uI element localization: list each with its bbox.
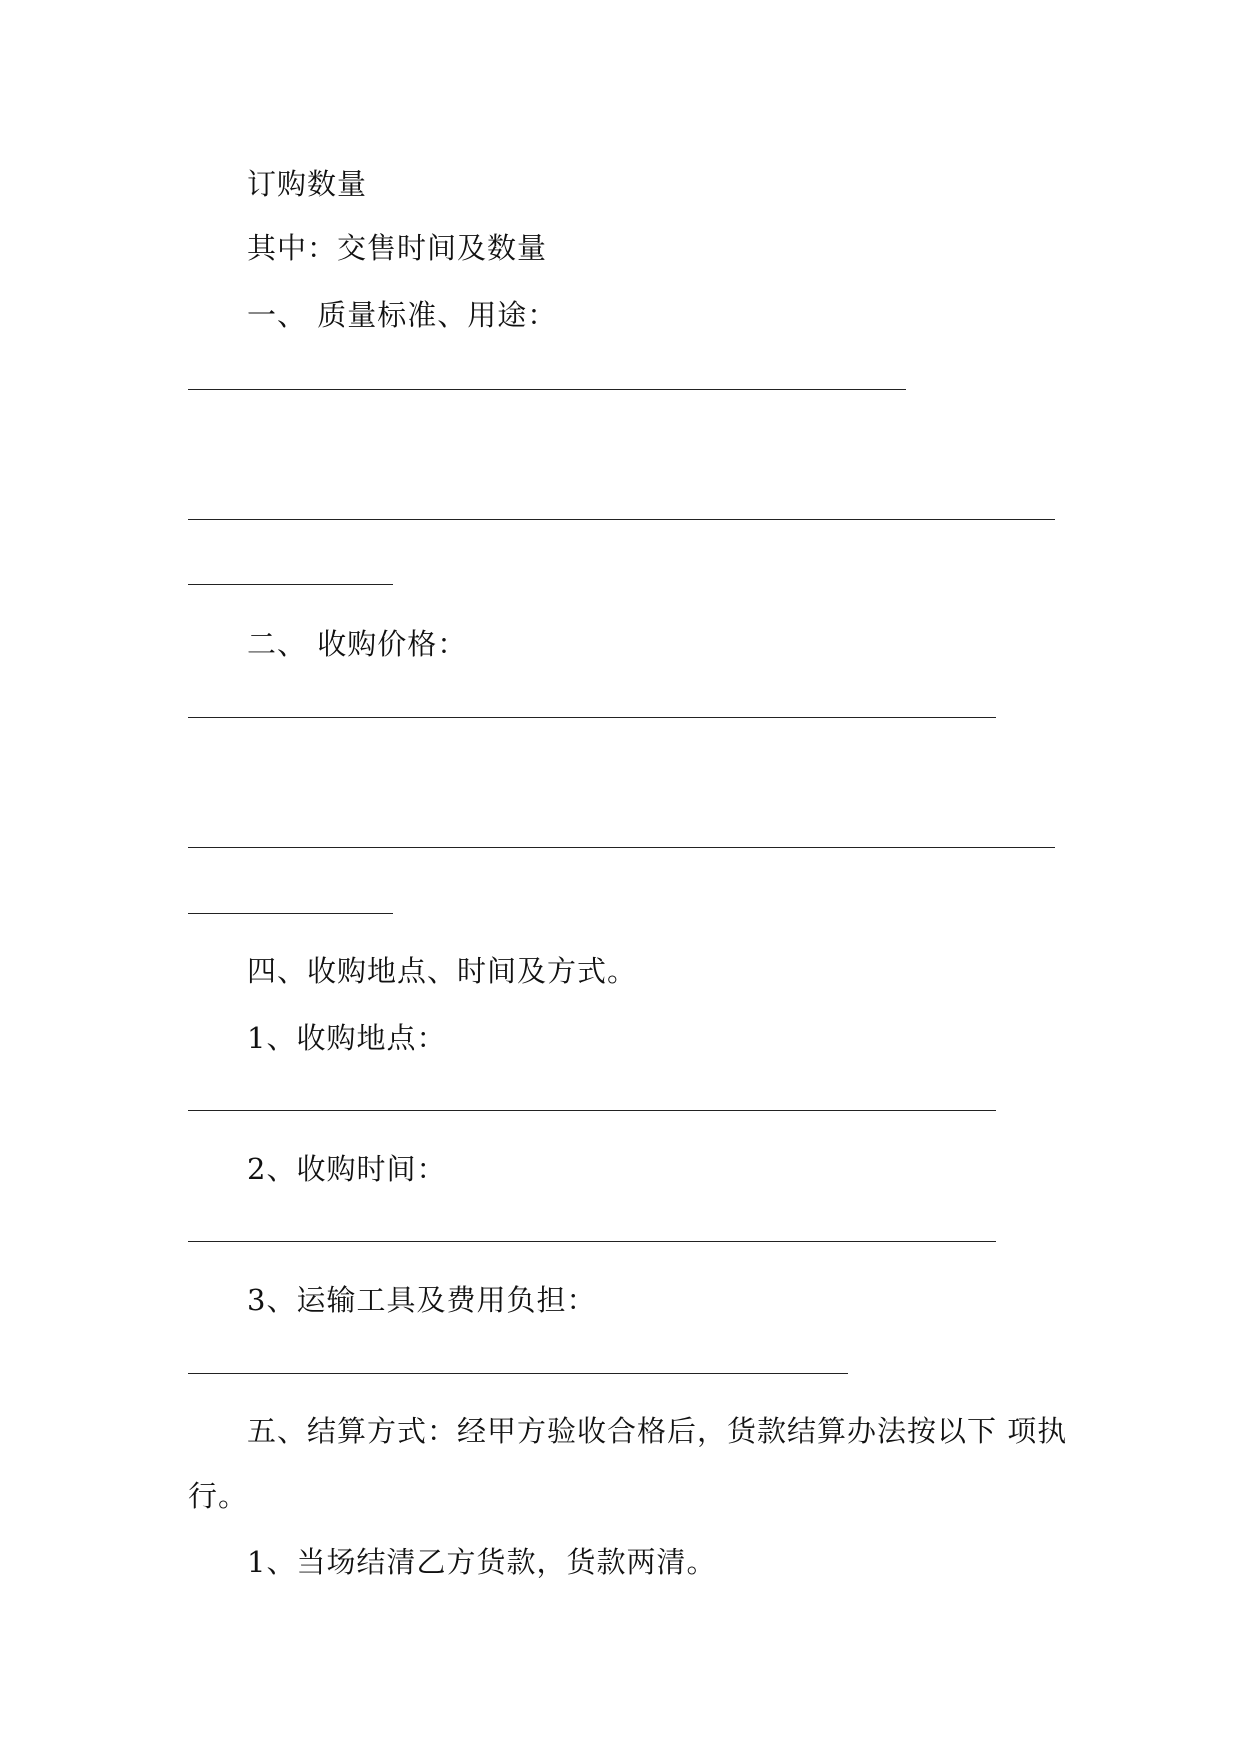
fill-in-blank-line <box>188 847 1055 848</box>
fill-in-blank-line <box>188 519 1055 520</box>
section-5-text-line-2: 行。 <box>188 1479 249 1513</box>
section-1-heading: 一、 质量标准、用途： <box>247 298 558 332</box>
section-4-heading: 四、收购地点、时间及方式。 <box>247 954 638 988</box>
item-4-2-text: 2、收购时间： <box>247 1152 447 1186</box>
fill-in-blank-line <box>188 1110 996 1111</box>
fill-in-blank-line <box>188 584 393 585</box>
sale-time-quantity-text: 其中：交售时间及数量 <box>247 231 548 265</box>
fill-in-blank-line <box>188 913 393 914</box>
item-5-1-text: 1、当场结清乙方货款，货款两清。 <box>247 1545 717 1579</box>
fill-in-blank-line <box>188 717 996 718</box>
fill-in-blank-line <box>188 1241 996 1242</box>
item-4-1-text: 1、收购地点： <box>247 1021 447 1055</box>
fill-in-blank-line <box>188 1373 848 1374</box>
fill-in-blank-line <box>188 389 906 390</box>
item-4-3-text: 3、运输工具及费用负担： <box>247 1283 597 1317</box>
section-2-heading: 二、 收购价格： <box>247 627 468 661</box>
section-5-text-line-1: 五、结算方式：经甲方验收合格后，货款结算办法按以下 项执 <box>247 1414 1068 1448</box>
order-quantity-text: 订购数量 <box>247 167 368 201</box>
